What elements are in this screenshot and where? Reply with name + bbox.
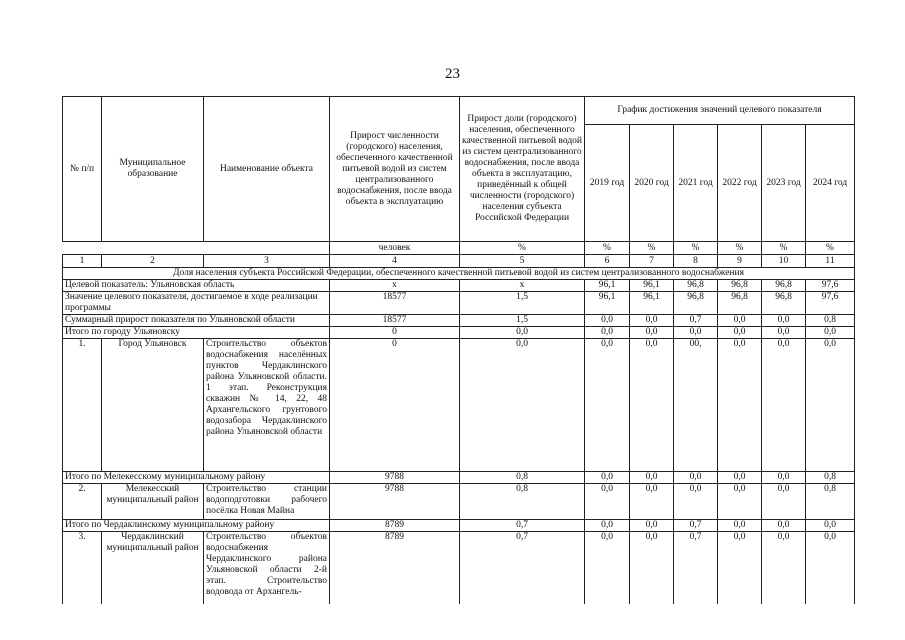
- cell-value: 0,0: [762, 315, 806, 327]
- page-number: 23: [445, 66, 460, 82]
- header-num: № п/п: [63, 97, 102, 242]
- cell-value: 96,1: [585, 280, 630, 292]
- item-object: Строительство станции водоподготовки рабочего посёлка Новая Майна: [204, 484, 330, 520]
- cell-value: х: [330, 280, 460, 292]
- col-number: 8: [674, 255, 718, 268]
- group-total-row: [63, 472, 855, 484]
- group-total-row: [63, 327, 855, 339]
- header-year-2019: 2019 год: [585, 125, 630, 242]
- col-number: 11: [806, 255, 855, 268]
- cell-value: 0,7: [674, 315, 718, 327]
- cell-value: 0,7: [674, 532, 718, 604]
- unit-percent: %: [806, 242, 855, 255]
- object-row: [63, 339, 855, 472]
- cell-value: 0,0: [630, 339, 674, 472]
- cell-value: 0,0: [806, 532, 855, 604]
- row-label: Целевой показатель: Ульяновская область: [63, 280, 330, 292]
- header-year-2022: 2022 год: [718, 125, 762, 242]
- cell-value: 96,8: [762, 292, 806, 315]
- header-year-2023: 2023 год: [762, 125, 806, 242]
- cell-value: 0,8: [806, 484, 855, 520]
- cell-value: 0,7: [674, 520, 718, 532]
- col-number: 9: [718, 255, 762, 268]
- col-number: 4: [330, 255, 460, 268]
- header-population-growth: Прирост численности (городского) населения, обеспеченного качественной питьевой водой из систем централизованного водоснабжения, после ввода объекта в эксплуатацию: [330, 97, 460, 242]
- object-row: [63, 484, 855, 520]
- col-number: 2: [102, 255, 204, 268]
- cell-value: 0,0: [585, 484, 630, 520]
- item-object: Строительство объектов водоснабжения населённых пунктов Чердаклинского района Ульяновской области. 1 этап. Реконструкция скважин № 14, 22, 48 Архангельского грунтового водозабора Чердаклинского района Ульяновской области: [204, 339, 330, 472]
- cell-value: 0,8: [460, 484, 585, 520]
- summary-row: [63, 292, 855, 315]
- cell-value: 0,0: [630, 315, 674, 327]
- unit-percent: %: [585, 242, 630, 255]
- cell-value: 0,0: [630, 484, 674, 520]
- cell-value: 0,0: [460, 339, 585, 472]
- cell-value: 0,0: [718, 339, 762, 472]
- unit-percent: %: [762, 242, 806, 255]
- cell-value: 0,0: [585, 315, 630, 327]
- unit-percent: %: [630, 242, 674, 255]
- header-year-2024: 2024 год: [806, 125, 855, 242]
- cell-value: 0,0: [630, 532, 674, 604]
- cell-value: 0,0: [630, 327, 674, 339]
- unit-percent: %: [460, 242, 585, 255]
- cell-value: 0,0: [718, 327, 762, 339]
- row-label: Итого по Чердаклинскому муниципальному району: [63, 520, 330, 532]
- cell-value: 96,8: [762, 280, 806, 292]
- header-schedule: График достижения значений целевого показателя: [585, 97, 855, 125]
- cell-value: 0: [330, 339, 460, 472]
- col-number: 7: [630, 255, 674, 268]
- item-municipality: Мелекесский муниципальный район: [102, 484, 204, 520]
- item-number: 3.: [63, 532, 102, 604]
- cell-value: 0,7: [460, 520, 585, 532]
- header-year-2021: 2021 год: [674, 125, 718, 242]
- cell-value: 18577: [330, 292, 460, 315]
- summary-row: [63, 315, 855, 327]
- cell-value: 0,0: [762, 532, 806, 604]
- cell-value: 0,0: [674, 484, 718, 520]
- header-year-2020: 2020 год: [630, 125, 674, 242]
- cell-value: 9788: [330, 484, 460, 520]
- item-number: 1.: [63, 339, 102, 472]
- cell-value: 0,0: [585, 339, 630, 472]
- cell-value: 96,1: [585, 292, 630, 315]
- target-indicator-table: [62, 96, 855, 604]
- cell-value: 0,0: [718, 472, 762, 484]
- cell-value: 0: [330, 327, 460, 339]
- unit-percent: %: [718, 242, 762, 255]
- cell-value: 0,0: [674, 327, 718, 339]
- cell-value: 0,8: [806, 315, 855, 327]
- cell-value: 0,0: [762, 520, 806, 532]
- header-object: Наименование объекта: [204, 97, 330, 242]
- cell-value: 97,6: [806, 280, 855, 292]
- unit-people: человек: [330, 242, 460, 255]
- item-object: Строительство объектов водоснабжения Чердаклинского района Ульяновской области 2-й этап. Строительство водовода от Архангель-: [204, 532, 330, 604]
- cell-value: 0,0: [585, 532, 630, 604]
- col-number: 5: [460, 255, 585, 268]
- cell-value: 0,0: [460, 327, 585, 339]
- summary-row: [63, 280, 855, 292]
- cell-value: 0,0: [718, 484, 762, 520]
- cell-value: 0,0: [630, 472, 674, 484]
- object-row: [63, 532, 855, 604]
- cell-value: 96,8: [718, 280, 762, 292]
- cell-value: 97,6: [806, 292, 855, 315]
- cell-value: 96,8: [718, 292, 762, 315]
- section-title: Доля населения субъекта Российской Федерации, обеспеченного качественной питьевой водой из систем централизованного водоснабжения: [63, 268, 855, 280]
- cell-value: 0,0: [762, 484, 806, 520]
- col-number: 3: [204, 255, 330, 268]
- cell-value: 8789: [330, 520, 460, 532]
- cell-value: 0,0: [585, 520, 630, 532]
- row-label: Итого по Мелекесскому муниципальному району: [63, 472, 330, 484]
- cell-value: 1,5: [460, 315, 585, 327]
- cell-value: х: [460, 280, 585, 292]
- cell-value: 0,0: [718, 532, 762, 604]
- row-label: Суммарный прирост показателя по Ульяновской области: [63, 315, 330, 327]
- cell-value: 1,5: [460, 292, 585, 315]
- unit-percent: %: [674, 242, 718, 255]
- col-number: 6: [585, 255, 630, 268]
- cell-value: 0,8: [806, 472, 855, 484]
- cell-value: 0,0: [718, 315, 762, 327]
- cell-value: 00,: [674, 339, 718, 472]
- cell-value: 18577: [330, 315, 460, 327]
- header-municipality: Муниципальное образование: [102, 97, 204, 242]
- cell-value: 96,1: [630, 292, 674, 315]
- cell-value: 0,7: [460, 532, 585, 604]
- cell-value: 96,8: [674, 280, 718, 292]
- row-label: Значение целевого показателя, достигаемое в ходе реализации программы: [63, 292, 330, 315]
- item-municipality: Чердаклинский муниципальный район: [102, 532, 204, 604]
- cell-value: 96,8: [674, 292, 718, 315]
- cell-value: 0,0: [806, 339, 855, 472]
- cell-value: 0,0: [630, 520, 674, 532]
- cell-value: 0,0: [762, 339, 806, 472]
- row-label: Итого по городу Ульяновску: [63, 327, 330, 339]
- cell-value: 0,0: [762, 327, 806, 339]
- cell-value: 0,0: [585, 472, 630, 484]
- cell-value: 0,0: [762, 472, 806, 484]
- col-number: 10: [762, 255, 806, 268]
- item-number: 2.: [63, 484, 102, 520]
- column-number-row: [63, 255, 855, 268]
- cell-value: 0,0: [585, 327, 630, 339]
- cell-value: 0,8: [460, 472, 585, 484]
- units-spacer: [63, 242, 330, 255]
- cell-value: 0,0: [674, 472, 718, 484]
- cell-value: 8789: [330, 532, 460, 604]
- header-share-growth: Прирост доли (городского) населения, обеспеченного качественной питьевой водой из систем централизованного водоснабжения, после ввода объекта в эксплуатацию, приведённый к общей численности (городского) населения субъекта Российской Федерации: [460, 97, 585, 242]
- cell-value: 96,1: [630, 280, 674, 292]
- cell-value: 9788: [330, 472, 460, 484]
- group-total-row: [63, 520, 855, 532]
- cell-value: 0,0: [806, 327, 855, 339]
- item-municipality: Город Ульяновск: [102, 339, 204, 472]
- cell-value: 0,0: [806, 520, 855, 532]
- cell-value: 0,0: [718, 520, 762, 532]
- col-number: 1: [63, 255, 102, 268]
